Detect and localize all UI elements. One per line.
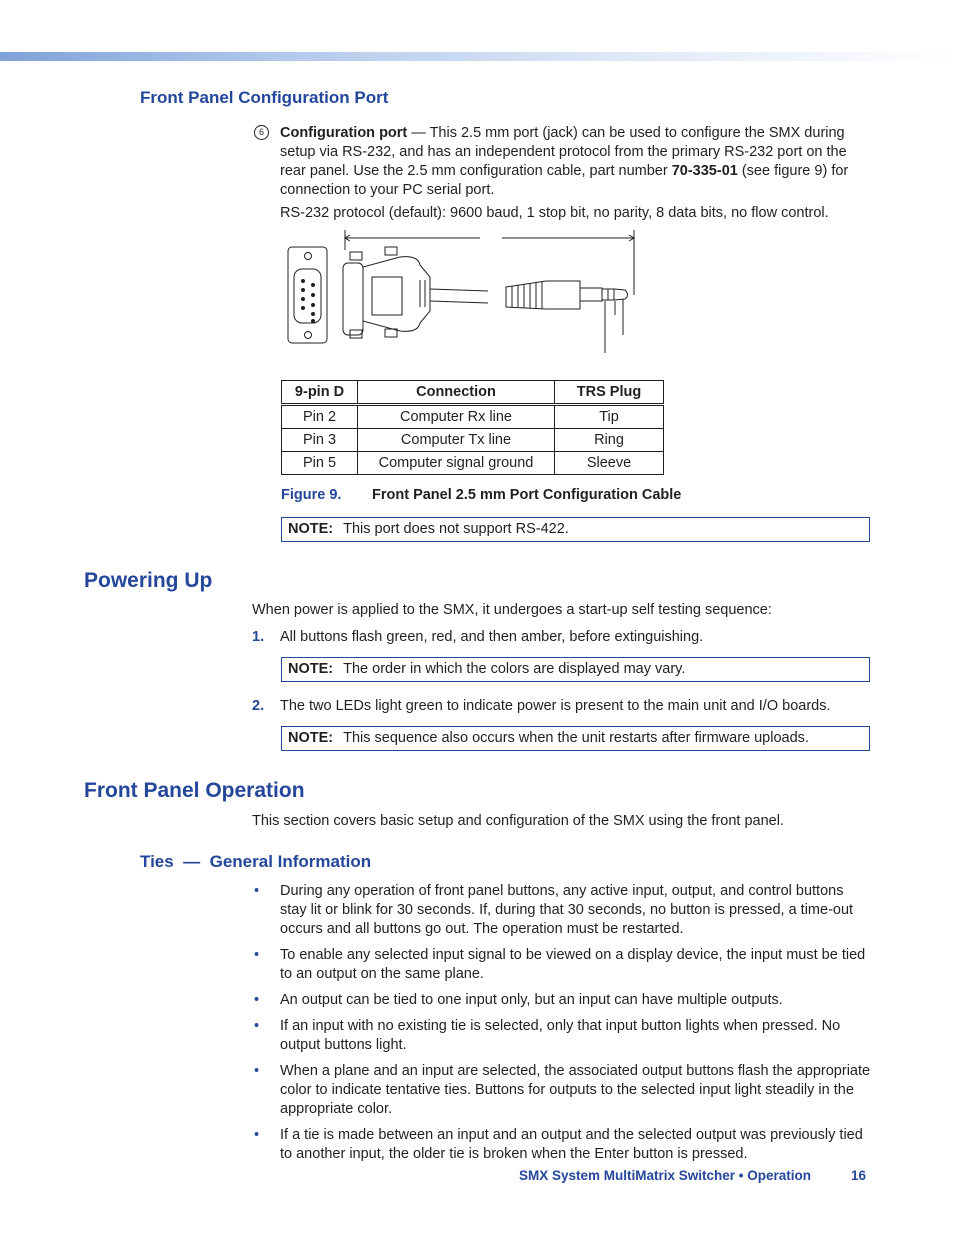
step-number: 2. bbox=[252, 698, 265, 714]
list-item bbox=[254, 1126, 872, 1164]
powering-intro: When power is applied to the SMX, it undergoes a start-up self testing sequence: bbox=[252, 602, 772, 618]
config-port-term: Configuration port bbox=[280, 125, 408, 141]
list-item bbox=[254, 1062, 872, 1119]
note-text: The order in which the colors are displayed may vary. bbox=[343, 661, 686, 677]
bullet-icon: • bbox=[254, 1127, 260, 1143]
table-header-row bbox=[282, 381, 664, 405]
table-header-cell: Connection bbox=[358, 381, 555, 405]
cable-illustration bbox=[280, 225, 660, 360]
header-gradient-bar bbox=[0, 52, 954, 61]
bullet-icon: • bbox=[254, 992, 260, 1008]
list-item-text: To enable any selected input signal to be viewed on a display device, the input must be tied to an output on the same plane. bbox=[280, 947, 866, 982]
table-row bbox=[282, 452, 664, 475]
figure-caption: Front Panel 2.5 mm Port Configuration Cable bbox=[372, 487, 682, 503]
step-number: 1. bbox=[252, 629, 265, 645]
bullet-icon: • bbox=[254, 883, 260, 899]
table-cell: Computer signal ground bbox=[358, 452, 555, 475]
table-cell: Pin 2 bbox=[282, 405, 358, 429]
config-port-description bbox=[280, 124, 860, 200]
list-item-text: During any operation of front panel buttons, any active input, output, and control buttons stay lit or blink for 30 seconds. If, during that 30 seconds, no button is pressed, a time-out occurs and all buttons go out. The operation must be restarted. bbox=[280, 883, 854, 937]
bullet-icon: • bbox=[254, 1018, 260, 1034]
table-cell: Sleeve bbox=[555, 452, 664, 475]
section-heading-powering-up: Powering Up bbox=[84, 569, 213, 592]
note-label: NOTE: bbox=[288, 730, 334, 746]
table-cell: Pin 3 bbox=[282, 429, 358, 452]
config-port-desc-1: This 2.5 mm port (jack) can be used to configure the SMX during setup via RS-232, and has an independent protocol from the primary RS-232 port on the rear panel. Use the 2.5 mm configuration cable, part number bbox=[280, 125, 847, 179]
note-label: NOTE: bbox=[288, 661, 334, 677]
powering-step-1 bbox=[252, 628, 870, 647]
step-text: The two LEDs light green to indicate power is present to the main unit and I/O boards. bbox=[280, 698, 831, 714]
note-box-firmware bbox=[281, 726, 870, 751]
note-text: This sequence also occurs when the unit restarts after firmware uploads. bbox=[343, 730, 809, 746]
part-number: 70-335-01 bbox=[671, 163, 738, 179]
note-box-rs422 bbox=[281, 517, 870, 542]
operation-intro: This section covers basic setup and configuration of the SMX using the front panel. bbox=[252, 813, 784, 829]
list-item bbox=[254, 991, 872, 1010]
note-text: This port does not support RS-422. bbox=[343, 521, 569, 537]
table-row bbox=[282, 429, 664, 452]
table-cell: Pin 5 bbox=[282, 452, 358, 475]
step-text: All buttons flash green, red, and then amber, before extinguishing. bbox=[280, 629, 704, 645]
callout-number-icon bbox=[254, 123, 269, 140]
table-row bbox=[282, 405, 664, 429]
list-item bbox=[254, 946, 872, 984]
note-box-colors bbox=[281, 657, 870, 682]
table-header-cell: TRS Plug bbox=[555, 381, 664, 405]
section-heading-ties: Ties — General Information bbox=[140, 852, 372, 871]
ties-bullet-list bbox=[254, 882, 872, 1164]
bullet-icon: • bbox=[254, 947, 260, 963]
list-item-text: If a tie is made between an input and an output and the selected output was previously tied to another input, the older tie is broken when the Enter button is pressed. bbox=[280, 1127, 863, 1162]
table-cell: Computer Tx line bbox=[358, 429, 555, 452]
config-port-dash: — bbox=[407, 125, 430, 141]
table-header-cell: 9-pin D bbox=[282, 381, 358, 405]
footer-title: SMX System MultiMatrix Switcher • Operation bbox=[519, 1168, 812, 1183]
table-cell: Computer Rx line bbox=[358, 405, 555, 429]
list-item-text: An output can be tied to one input only, but an input can have multiple outputs. bbox=[280, 992, 783, 1008]
table-cell: Tip bbox=[555, 405, 664, 429]
section-heading-front-panel-operation: Front Panel Operation bbox=[84, 779, 305, 802]
table-cell: Ring bbox=[555, 429, 664, 452]
section-heading-config-port: Front Panel Configuration Port bbox=[140, 88, 389, 107]
callout-number: 6 bbox=[254, 125, 269, 140]
powering-step-2 bbox=[252, 697, 870, 716]
config-port-desc-2: (see figure 9) for connection to your PC serial port. bbox=[280, 163, 849, 198]
list-item bbox=[254, 882, 872, 939]
protocol-line: RS-232 protocol (default): 9600 baud, 1 stop bit, no parity, 8 data bits, no flow control. bbox=[280, 205, 829, 221]
bullet-icon: • bbox=[254, 1063, 260, 1079]
page-number: 16 bbox=[851, 1168, 867, 1183]
figure-label: Figure 9. bbox=[281, 487, 342, 503]
list-item-text: If an input with no existing tie is selected, only that input button lights when pressed. No output buttons light. bbox=[280, 1018, 841, 1053]
list-item-text: When a plane and an input are selected, the associated output buttons flash the appropriate color to indicate tentative ties. Buttons for outputs to the selected input light steadily in the appropriate color. bbox=[280, 1063, 871, 1117]
pin-connection-table bbox=[281, 380, 664, 475]
list-item bbox=[254, 1017, 872, 1055]
note-label: NOTE: bbox=[288, 521, 334, 537]
